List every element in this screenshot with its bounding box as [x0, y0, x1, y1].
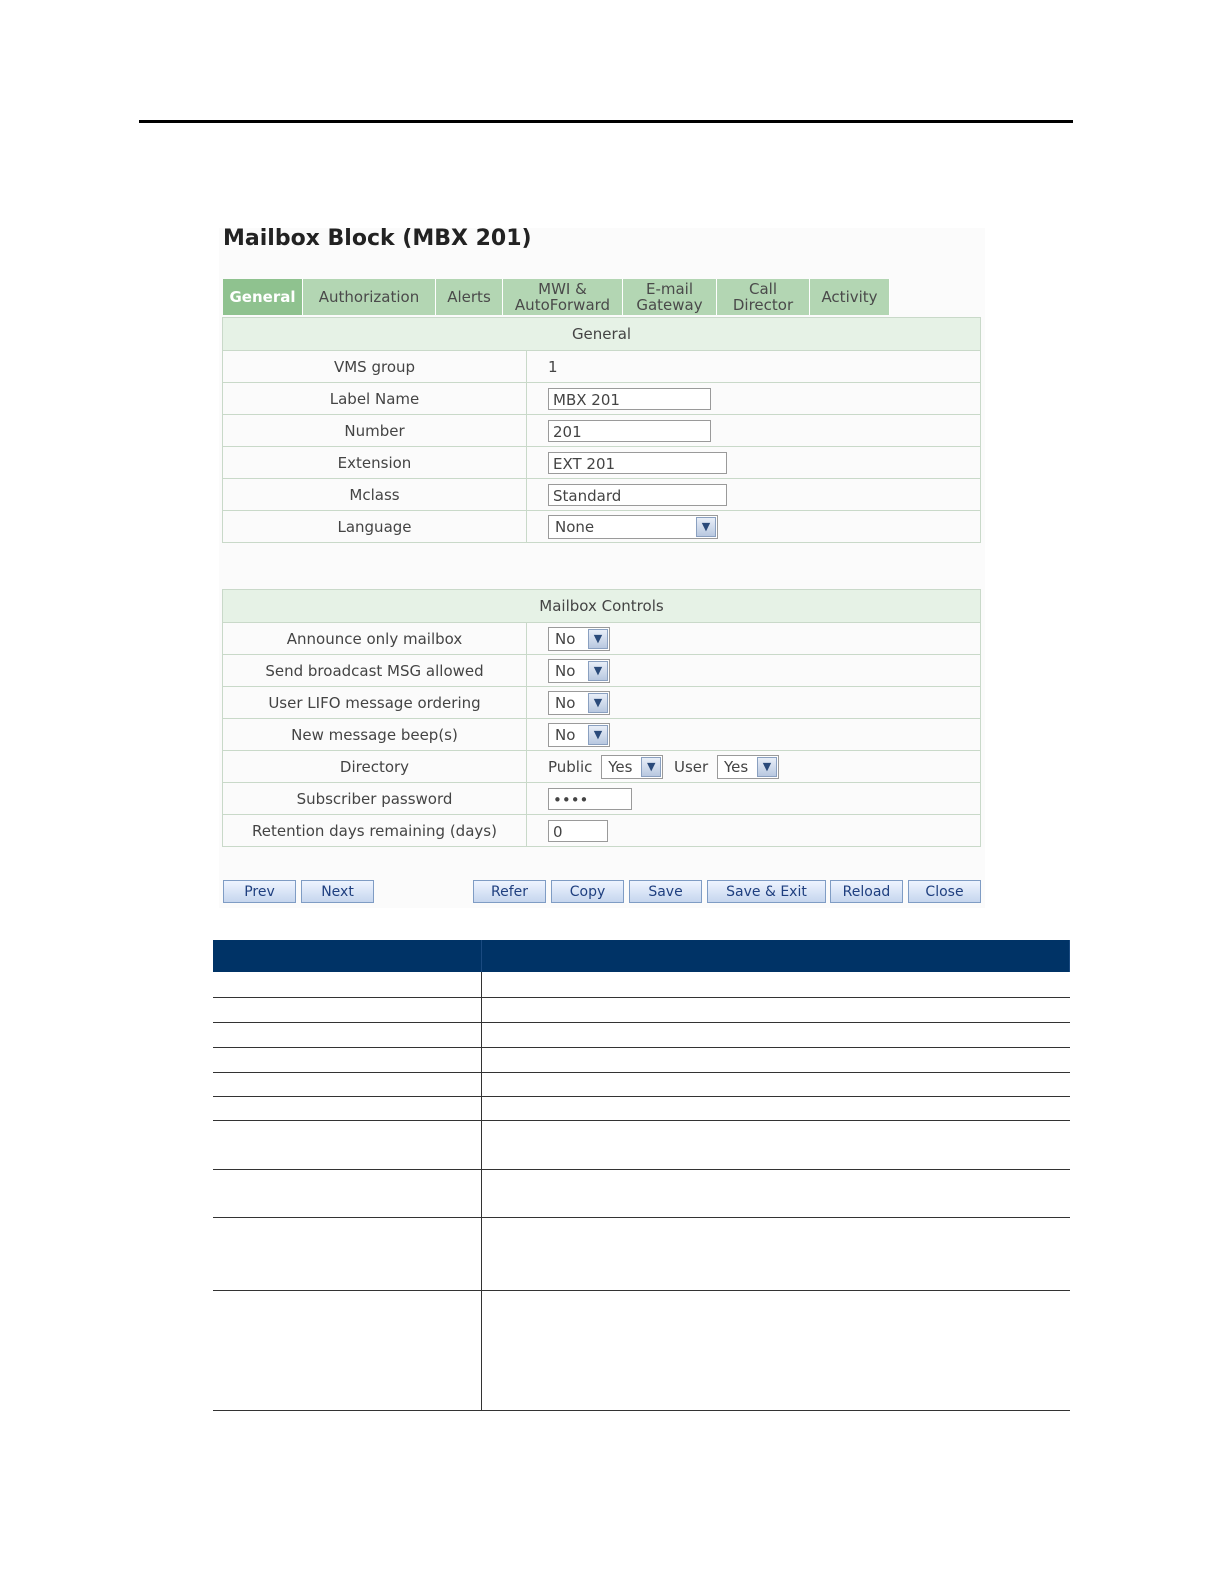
- broadcast-value: No: [555, 661, 576, 680]
- language-value: None: [555, 517, 595, 536]
- retention-label: Retention days remaining (days): [223, 815, 527, 847]
- directory-label: Directory: [223, 751, 527, 783]
- chevron-down-icon: ▼: [588, 661, 608, 681]
- section-heading: General: [223, 318, 981, 351]
- save-button[interactable]: Save: [629, 880, 702, 903]
- table-cell: [213, 1290, 482, 1410]
- announce-select[interactable]: [548, 627, 610, 651]
- announce-label: Announce only mailbox: [223, 623, 527, 655]
- lifo-value: No: [555, 693, 576, 712]
- broadcast-select[interactable]: [548, 659, 610, 683]
- retention-input[interactable]: 0: [548, 820, 608, 842]
- label-name-input[interactable]: MBX 201: [548, 388, 711, 410]
- tab-authorization[interactable]: Authorization: [303, 279, 436, 315]
- table-cell: [213, 1169, 482, 1217]
- directory-user-value: Yes: [723, 757, 749, 776]
- chevron-down-icon: ▼: [588, 725, 608, 745]
- tab-activity[interactable]: Activity: [810, 279, 890, 315]
- directory-user-select[interactable]: [717, 755, 779, 779]
- section-heading: Mailbox Controls: [223, 590, 981, 623]
- tab-mwi-autoforward[interactable]: MWI & AutoForward: [503, 279, 623, 315]
- description-table: [213, 940, 1070, 1411]
- directory-user-label: User: [673, 757, 709, 776]
- refer-button[interactable]: Refer: [473, 880, 546, 903]
- copy-button[interactable]: Copy: [551, 880, 624, 903]
- page-top-rule: [139, 120, 1073, 123]
- table-header-cell: [482, 940, 1070, 972]
- table-cell: [213, 1047, 482, 1072]
- table-cell: [482, 972, 1070, 997]
- table-cell: [213, 1096, 482, 1120]
- chevron-down-icon: ▼: [588, 629, 608, 649]
- table-cell: [482, 1120, 1070, 1169]
- save-exit-button[interactable]: Save & Exit: [707, 880, 826, 903]
- tab-general[interactable]: General: [223, 279, 303, 315]
- table-cell: [482, 1217, 1070, 1290]
- table-cell: [213, 1072, 482, 1096]
- mclass-input[interactable]: Standard: [548, 484, 727, 506]
- tab-alerts[interactable]: Alerts: [436, 279, 503, 315]
- mailbox-controls-table: [222, 589, 981, 847]
- table-cell: [482, 1169, 1070, 1217]
- table-cell: [213, 1120, 482, 1169]
- table-cell: [482, 1096, 1070, 1120]
- chevron-down-icon: ▼: [641, 757, 661, 777]
- language-select[interactable]: [548, 515, 718, 539]
- extension-input[interactable]: EXT 201: [548, 452, 727, 474]
- chevron-down-icon: ▼: [588, 693, 608, 713]
- prev-button[interactable]: Prev: [223, 880, 296, 903]
- vms-group-value: 1: [527, 351, 981, 383]
- announce-value: No: [555, 629, 576, 648]
- password-input[interactable]: ••••: [548, 788, 632, 810]
- beep-label: New message beep(s): [223, 719, 527, 751]
- mclass-label: Mclass: [223, 479, 527, 511]
- chevron-down-icon: ▼: [757, 757, 777, 777]
- table-cell: [213, 1217, 482, 1290]
- number-input[interactable]: 201: [548, 420, 711, 442]
- lifo-select[interactable]: [548, 691, 610, 715]
- table-cell: [482, 1022, 1070, 1047]
- beep-select[interactable]: [548, 723, 610, 747]
- language-label: Language: [223, 511, 527, 543]
- directory-public-label: Public: [548, 757, 593, 776]
- vms-group-label: VMS group: [223, 351, 527, 383]
- tab-call-director[interactable]: Call Director: [717, 279, 810, 315]
- number-label: Number: [223, 415, 527, 447]
- lifo-label: User LIFO message ordering: [223, 687, 527, 719]
- password-label: Subscriber password: [223, 783, 527, 815]
- broadcast-label: Send broadcast MSG allowed: [223, 655, 527, 687]
- table-cell: [213, 1022, 482, 1047]
- chevron-down-icon: ▼: [696, 517, 716, 537]
- table-header-cell: [213, 940, 482, 972]
- directory-public-select[interactable]: [601, 755, 663, 779]
- table-cell: [213, 997, 482, 1022]
- general-table: [222, 317, 981, 543]
- page-title: Mailbox Block (MBX 201): [223, 226, 532, 251]
- reload-button[interactable]: Reload: [830, 880, 903, 903]
- table-cell: [482, 1072, 1070, 1096]
- extension-label: Extension: [223, 447, 527, 479]
- beep-value: No: [555, 725, 576, 744]
- table-cell: [213, 972, 482, 997]
- next-button[interactable]: Next: [301, 880, 374, 903]
- table-cell: [482, 1047, 1070, 1072]
- table-cell: [482, 997, 1070, 1022]
- close-button[interactable]: Close: [908, 880, 981, 903]
- directory-public-value: Yes: [608, 757, 633, 776]
- tab-email-gateway[interactable]: E-mail Gateway: [623, 279, 717, 315]
- label-name-label: Label Name: [223, 383, 527, 415]
- table-cell: [482, 1290, 1070, 1410]
